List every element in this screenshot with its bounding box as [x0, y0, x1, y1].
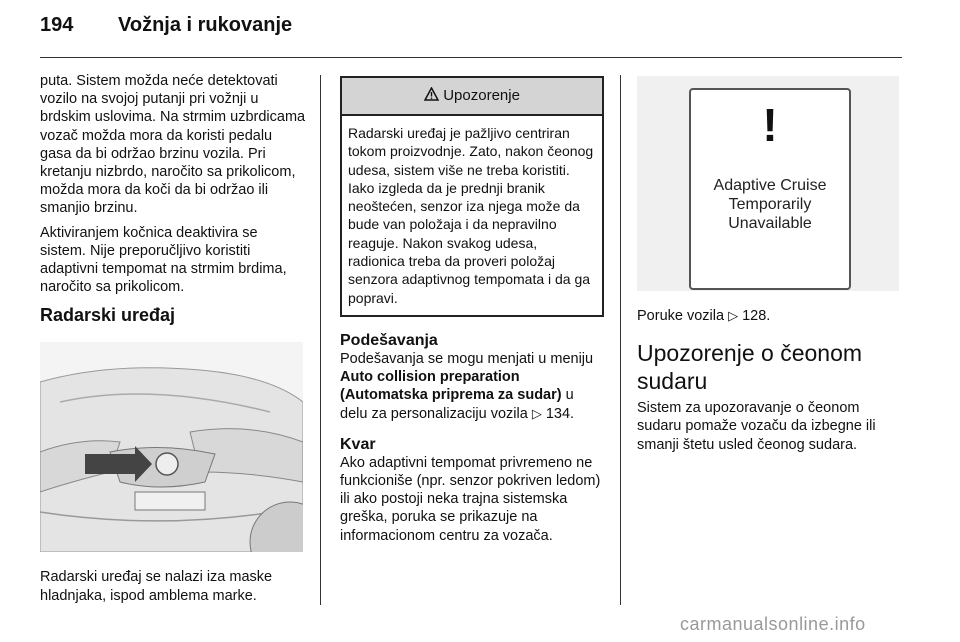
- paragraph-hills: puta. Sistem možda neće detektovati vozilo na svojoj putanji pri vožnji u brdskim uslovima. Na strmim uzbrdicama vozač možda mora da koristi pedalu gasa da bi održao brzinu vozila. Pri kretanju nizbrdo, naročito sa prikolicom, možda mora da koči da bi održao ili smanjio brzinu.: [40, 73, 306, 217]
- settings-menu-name: Auto collision preparation (Automatska priprema za sudar): [340, 369, 562, 404]
- paragraph-brakes: Aktiviranjem kočnica deaktivira se sistem. Nije preporučljivo koristiti adaptivni tempomat na strmim brdima, naročito sa prikolicom.: [40, 224, 287, 296]
- column-1: [40, 72, 306, 611]
- display-line-3: Unavailable: [728, 215, 812, 232]
- fault-paragraph: Ako adaptivni tempomat privremeno ne funkcioniše (npr. senzor pokriven ledom) ili ako postoji neka trajna sistemska greška, poruka se prikazuje na informacionom centru za vozača.: [340, 454, 601, 544]
- settings-page-ref[interactable]: 134.: [545, 405, 575, 422]
- collision-alert-paragraph: Sistem za upozoravanje o čeonom sudaru pomaže vozaču da izbegne ili smanji štetu usled čeonog sudara.: [637, 400, 876, 453]
- header-rule: [40, 57, 902, 58]
- radar-caption: Radarski uređaj se nalazi iza maske hladnjaka, ispod amblema marke.: [40, 569, 273, 604]
- driver-info-display-image: [637, 76, 899, 291]
- watermark: carmanualsonline.info: [680, 614, 866, 634]
- vehicle-messages-ref: [637, 307, 905, 325]
- settings-text-pre: Podešavanja se mogu menjati u meniju: [340, 350, 594, 367]
- vehicle-messages-page-ref[interactable]: 128.: [742, 308, 771, 324]
- warning-box: [340, 76, 604, 317]
- display-warning-symbol: !: [762, 99, 778, 151]
- column-2: [340, 72, 604, 551]
- page-header: [40, 14, 292, 37]
- warning-body: Radarski uređaj je pažljivo centriran tokom proizvodnje. Zato, nakon čeonog udesa, sistem više ne treba koristiti. Iako izgleda da je prednji branik neoštećen, senzor iza njega može da bude van položaja i da nepravilno reaguje. Nakon svakog udesa, radionica treba da proveri položaj senzora adaptivnog tempomata i da ga popravi.: [348, 125, 594, 306]
- car-front-image: [40, 342, 303, 552]
- warning-title: [342, 78, 602, 116]
- column-3: [637, 72, 905, 460]
- display-line-2: Temporarily: [728, 196, 812, 213]
- column-divider-1: [320, 75, 321, 605]
- warning-title-text: Upozorenje: [443, 87, 520, 104]
- settings-heading: Podešavanja: [340, 331, 438, 349]
- display-message: [691, 176, 849, 233]
- vehicle-messages-text: Poruke vozila: [637, 308, 729, 324]
- fault-heading: Kvar: [340, 435, 376, 453]
- page-number: 194: [40, 14, 74, 36]
- display-screen: [689, 88, 851, 290]
- radar-heading: Radarski uređaj: [40, 305, 176, 326]
- settings-text-post: u delu za personalizaciju vozila: [340, 387, 574, 422]
- reference-arrow-icon: ▷: [531, 405, 542, 421]
- warning-triangle-icon: [424, 87, 443, 104]
- collision-alert-heading: Upozorenje o čeonom sudaru: [637, 340, 863, 395]
- page-title: Vožnja i rukovanje: [118, 14, 293, 36]
- display-line-1: Adaptive Cruise: [713, 177, 827, 194]
- reference-arrow-icon: ▷: [728, 308, 739, 323]
- column-divider-2: [620, 75, 621, 605]
- settings-paragraph: [340, 350, 604, 423]
